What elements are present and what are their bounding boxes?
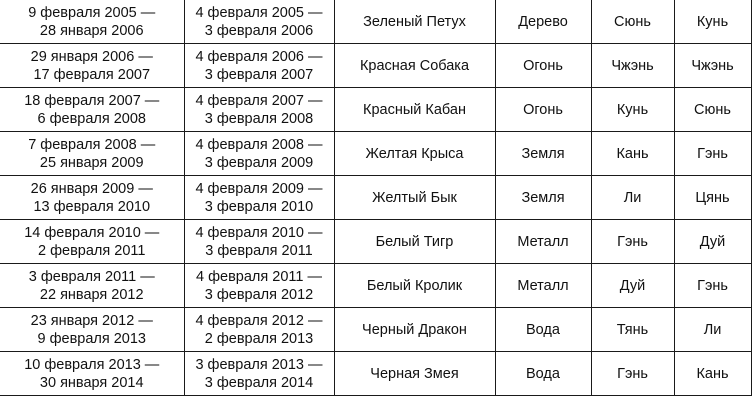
solar-start: 4 февраля 2010 — bbox=[195, 224, 323, 241]
lunar-end: 28 января 2006 bbox=[39, 22, 144, 39]
solar-year-range-cell bbox=[184, 0, 334, 44]
solar-end: 3 февраля 2006 bbox=[204, 22, 314, 39]
animal-cell: Белый Кролик bbox=[334, 264, 495, 308]
stem-cell: Дуй bbox=[591, 264, 674, 308]
solar-end: 3 февраля 2014 bbox=[204, 374, 314, 391]
lunar-start: 9 февраля 2005 — bbox=[28, 4, 156, 21]
branch-cell: Кунь bbox=[674, 0, 751, 44]
stem-cell: Сюнь bbox=[591, 0, 674, 44]
solar-year-range-cell bbox=[184, 132, 334, 176]
stem-cell: Гэнь bbox=[591, 352, 674, 396]
lunar-start: 14 февраля 2010 — bbox=[24, 224, 160, 241]
branch-cell: Чжэнь bbox=[674, 44, 751, 88]
solar-start: 4 февраля 2006 — bbox=[195, 48, 323, 65]
element-cell: Земля bbox=[495, 132, 591, 176]
lunar-start: 26 января 2009 — bbox=[30, 180, 153, 197]
animal-cell: Зеленый Петух bbox=[334, 0, 495, 44]
lunar-end: 25 января 2009 bbox=[39, 154, 144, 171]
branch-cell: Цянь bbox=[674, 176, 751, 220]
branch-cell: Дуй bbox=[674, 220, 751, 264]
animal-cell: Желтый Бык bbox=[334, 176, 495, 220]
animal-cell: Красный Кабан bbox=[334, 88, 495, 132]
solar-start: 4 февраля 2011 — bbox=[196, 268, 322, 285]
solar-start: 4 февраля 2007 — bbox=[195, 92, 323, 109]
solar-end: 3 февраля 2011 bbox=[205, 242, 313, 259]
lunar-start: 3 февраля 2011 — bbox=[28, 268, 155, 285]
solar-end: 3 февраля 2008 bbox=[204, 110, 314, 127]
animal-cell: Черная Змея bbox=[334, 352, 495, 396]
lunar-end: 2 февраля 2011 bbox=[38, 242, 146, 259]
animal-cell: Красная Собака bbox=[334, 44, 495, 88]
element-cell: Земля bbox=[495, 176, 591, 220]
element-cell: Огонь bbox=[495, 44, 591, 88]
element-cell: Вода bbox=[495, 308, 591, 352]
element-cell: Вода bbox=[495, 352, 591, 396]
solar-year-range-cell bbox=[184, 220, 334, 264]
stem-cell: Чжэнь bbox=[591, 44, 674, 88]
table-row bbox=[0, 308, 751, 352]
stem-cell: Ли bbox=[591, 176, 674, 220]
lunar-end: 30 января 2014 bbox=[39, 374, 144, 391]
table-row bbox=[0, 264, 751, 308]
lunar-year-range-cell bbox=[0, 220, 184, 264]
table-row bbox=[0, 88, 751, 132]
table-row bbox=[0, 220, 751, 264]
solar-year-range-cell bbox=[184, 176, 334, 220]
solar-start: 4 февраля 2008 — bbox=[195, 136, 323, 153]
solar-start: 3 февраля 2013 — bbox=[195, 356, 323, 373]
element-cell: Металл bbox=[495, 264, 591, 308]
element-cell: Металл bbox=[495, 220, 591, 264]
solar-end: 3 февраля 2007 bbox=[204, 66, 314, 83]
branch-cell: Гэнь bbox=[674, 132, 751, 176]
branch-cell: Кань bbox=[674, 352, 751, 396]
stem-cell: Тянь bbox=[591, 308, 674, 352]
lunar-start: 7 февраля 2008 — bbox=[28, 136, 156, 153]
solar-start: 4 февраля 2012 — bbox=[195, 312, 323, 329]
solar-year-range-cell bbox=[184, 264, 334, 308]
lunar-year-range-cell bbox=[0, 0, 184, 44]
branch-cell: Сюнь bbox=[674, 88, 751, 132]
lunar-year-range-cell bbox=[0, 308, 184, 352]
solar-year-range-cell bbox=[184, 88, 334, 132]
stem-cell: Кунь bbox=[591, 88, 674, 132]
animal-cell: Желтая Крыса bbox=[334, 132, 495, 176]
lunar-end: 22 января 2012 bbox=[39, 286, 144, 303]
solar-end: 3 февраля 2009 bbox=[204, 154, 314, 171]
lunar-end: 13 февраля 2010 bbox=[33, 198, 151, 215]
lunar-start: 10 февраля 2013 — bbox=[24, 356, 160, 373]
solar-end: 3 февраля 2010 bbox=[204, 198, 314, 215]
table-row bbox=[0, 352, 751, 396]
element-cell: Огонь bbox=[495, 88, 591, 132]
table-row bbox=[0, 44, 751, 88]
branch-cell: Гэнь bbox=[674, 264, 751, 308]
stem-cell: Гэнь bbox=[591, 220, 674, 264]
lunar-year-range-cell bbox=[0, 88, 184, 132]
branch-cell: Ли bbox=[674, 308, 751, 352]
lunar-year-range-cell bbox=[0, 352, 184, 396]
lunar-end: 6 февраля 2008 bbox=[37, 110, 147, 127]
solar-end: 2 февраля 2013 bbox=[204, 330, 314, 347]
animal-cell: Черный Дракон bbox=[334, 308, 495, 352]
element-cell: Дерево bbox=[495, 0, 591, 44]
lunar-end: 17 февраля 2007 bbox=[33, 66, 151, 83]
solar-year-range-cell bbox=[184, 44, 334, 88]
solar-year-range-cell bbox=[184, 352, 334, 396]
lunar-year-range-cell bbox=[0, 132, 184, 176]
table-row bbox=[0, 176, 751, 220]
table-row bbox=[0, 0, 751, 44]
lunar-year-range-cell bbox=[0, 44, 184, 88]
lunar-end: 9 февраля 2013 bbox=[37, 330, 147, 347]
solar-start: 4 февраля 2009 — bbox=[195, 180, 323, 197]
lunar-start: 23 января 2012 — bbox=[30, 312, 153, 329]
lunar-year-range-cell bbox=[0, 264, 184, 308]
solar-end: 3 февраля 2012 bbox=[204, 286, 314, 303]
solar-start: 4 февраля 2005 — bbox=[195, 4, 323, 21]
lunar-start: 18 февраля 2007 — bbox=[24, 92, 160, 109]
lunar-year-range-cell bbox=[0, 176, 184, 220]
animal-cell: Белый Тигр bbox=[334, 220, 495, 264]
solar-year-range-cell bbox=[184, 308, 334, 352]
lunar-start: 29 января 2006 — bbox=[30, 48, 153, 65]
table-row bbox=[0, 132, 751, 176]
stem-cell: Кань bbox=[591, 132, 674, 176]
